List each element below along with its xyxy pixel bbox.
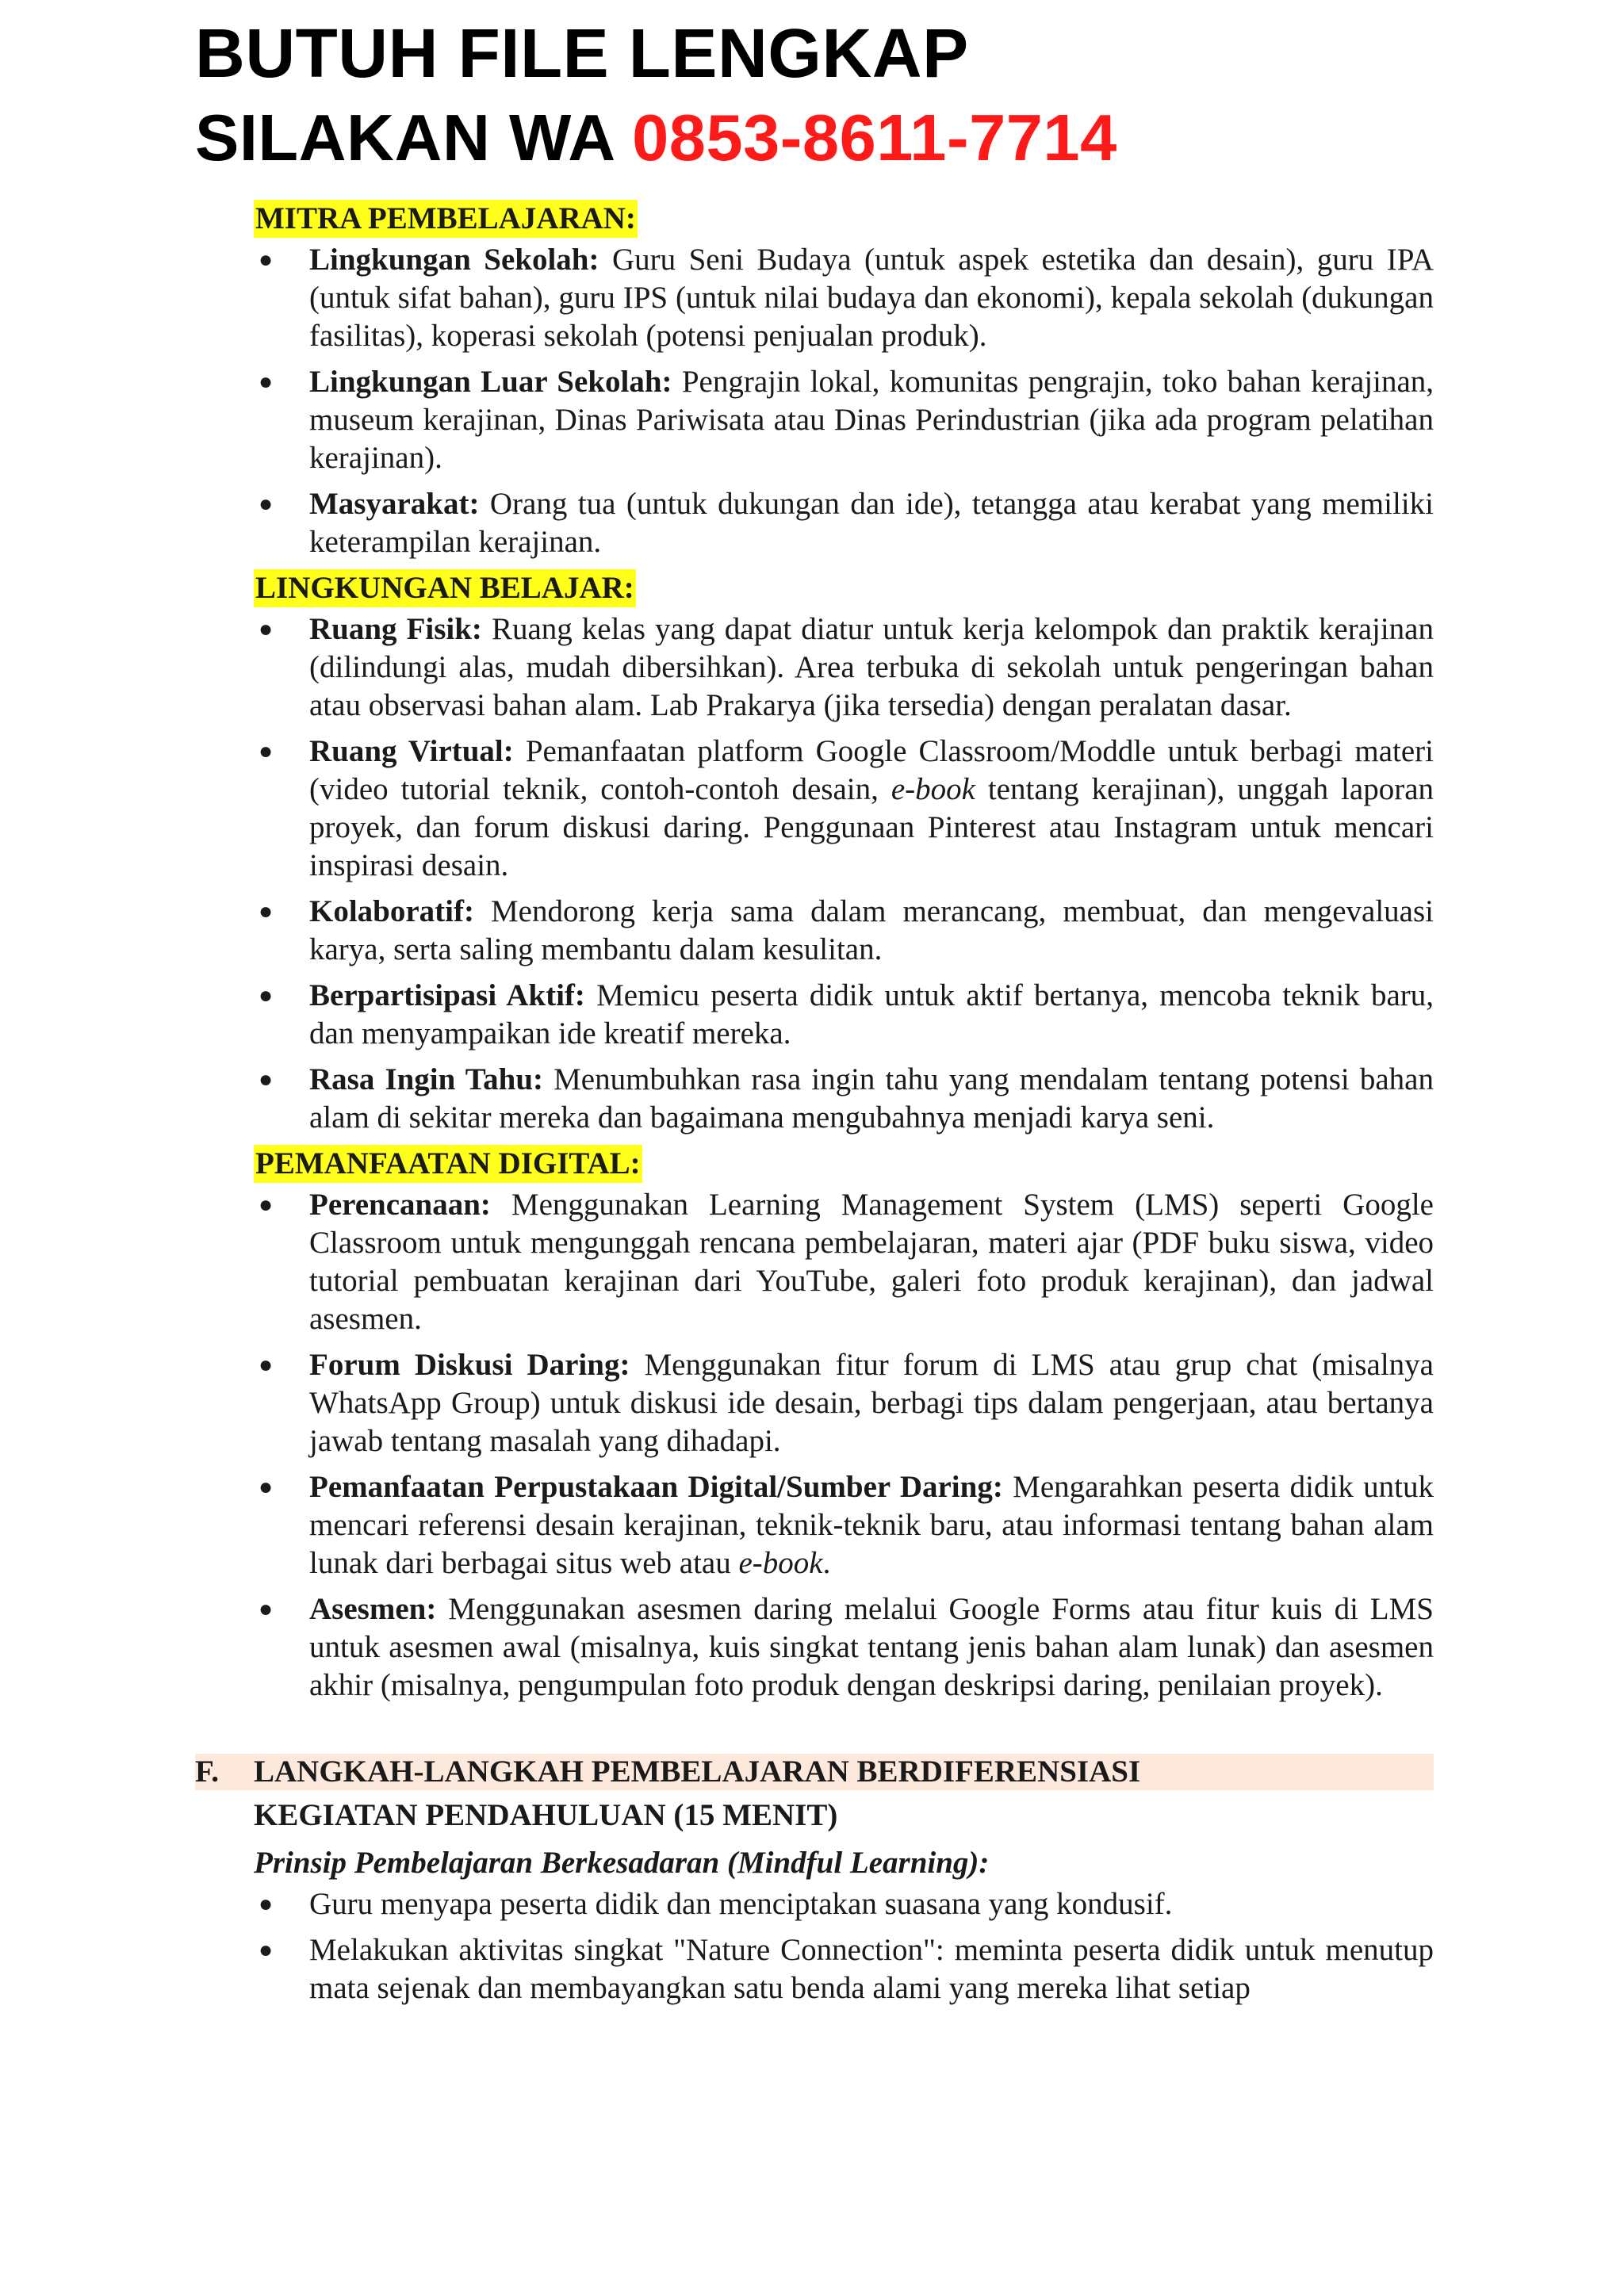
bullet-icon: ● — [259, 1192, 274, 1218]
list-item — [195, 1590, 1434, 1705]
banner-line-1: BUTUH FILE LENGKAP — [195, 15, 969, 92]
item-text: Guru menyapa peserta didik dan menciptakan suasana yang kondusif. — [309, 1887, 1173, 1921]
list-mitra — [195, 241, 1434, 561]
section-f-letter: F. — [195, 1755, 219, 1789]
section-mitra — [195, 200, 1434, 561]
principle-heading: Prinsip Pembelajaran Berkesadaran (Mindful Learning): — [254, 1846, 990, 1880]
item-text: Orang tua (untuk dukungan dan ide), tetangga atau kerabat yang memiliki keterampilan kerajinan. — [309, 487, 1434, 559]
item-label: Rasa Ingin Tahu: — [309, 1062, 544, 1096]
bullet-icon: ● — [259, 738, 274, 764]
section-f-heading — [195, 1754, 1434, 1790]
item-text: Pengrajin lokal, komunitas pengrajin, toko bahan kerajinan, museum kerajinan, Dinas Pariwisata atau Dinas Perindustrian (jika ada program pelatihan kerajinan). — [309, 365, 1434, 475]
promo-banner — [195, 11, 1117, 179]
section-f-title: LANGKAH-LANGKAH PEMBELAJARAN BERDIFERENSIASI — [254, 1755, 1141, 1789]
banner-line-2-prefix: SILAKAN WA — [195, 101, 633, 174]
item-label: Asesmen: — [309, 1592, 437, 1626]
section-lingkungan — [195, 569, 1434, 1137]
bullet-icon: ● — [259, 1596, 274, 1622]
list-item — [195, 733, 1434, 885]
list-item — [195, 977, 1434, 1053]
list-item — [195, 1061, 1434, 1137]
item-label: Pemanfaatan Perpustakaan Digital/Sumber Daring: — [309, 1470, 1003, 1504]
item-label: Ruang Fisik: — [309, 612, 482, 646]
item-text: Menggunakan Learning Management System (LMS) seperti Google Classroom untuk mengunggah rencana pembelajaran, materi ajar (PDF buku siswa, video tutorial pembuatan kerajinan dari YouTube, galeri foto produk kerajinan), dan jadwal asesmen. — [309, 1188, 1434, 1336]
list-lingkungan — [195, 610, 1434, 1137]
list-item — [195, 1186, 1434, 1338]
item-text: Pemanfaatan platform Google Classroom/Moddle untuk berbagi materi (video tutorial teknik, contoh-contoh desain, — [309, 734, 1434, 806]
list-item — [195, 485, 1434, 561]
item-text: Mengarahkan peserta didik untuk mencari referensi desain kerajinan, teknik-teknik baru, atau informasi tentang bahan alam lunak dari berbagai situs web atau — [309, 1470, 1434, 1580]
list-item — [195, 610, 1434, 725]
item-italic: e-book — [738, 1546, 823, 1580]
list-item — [195, 241, 1434, 355]
bullet-icon: ● — [259, 369, 274, 395]
item-label: Lingkungan Luar Sekolah: — [309, 365, 672, 399]
bullet-icon: ● — [259, 616, 274, 642]
list-item — [195, 363, 1434, 477]
bullet-icon: ● — [259, 1352, 274, 1378]
item-text: Melakukan aktivitas singkat "Nature Connection": meminta peserta didik untuk menutup mata sejenak dan membayangkan satu benda alami yang mereka lihat setiap — [309, 1933, 1434, 2005]
item-text: Ruang kelas yang dapat diatur untuk kerja kelompok dan praktik kerajinan (dilindungi alas, mudah dibersihkan). Area terbuka di sekolah untuk pengeringan bahan atau observasi bahan alam. Lab Prakarya (jika tersedia) dengan peralatan dasar. — [309, 612, 1434, 722]
document-content — [195, 200, 1434, 2015]
item-text: tentang kerajinan), unggah laporan proyek, dan forum diskusi daring. Penggunaan Pinterest atau Instagram untuk mencari inspirasi desain. — [309, 772, 1434, 882]
item-label: Masyarakat: — [309, 487, 480, 521]
bullet-icon: ● — [259, 898, 274, 924]
item-text: Menggunakan fitur forum di LMS atau grup chat (misalnya WhatsApp Group) untuk diskusi ide desain, berbagi tips dalam pengerjaan, atau bertanya jawab tentang masalah yang dihadapi. — [309, 1348, 1434, 1458]
list-digital — [195, 1186, 1434, 1705]
item-label: Berpartisipasi Aktif: — [309, 978, 585, 1012]
list-item — [195, 1346, 1434, 1460]
bullet-icon: ● — [259, 247, 274, 273]
list-item — [195, 1931, 1434, 2007]
heading-mitra: MITRA PEMBELAJARAN: — [254, 200, 638, 238]
heading-digital: PEMANFAATAN DIGITAL: — [254, 1145, 642, 1183]
item-label: Lingkungan Sekolah: — [309, 243, 599, 277]
item-label: Forum Diskusi Daring: — [309, 1348, 630, 1382]
bullet-icon: ● — [259, 1066, 274, 1093]
section-digital — [195, 1145, 1434, 1705]
item-italic: e-book — [891, 772, 975, 806]
list-item — [195, 893, 1434, 969]
banner-phone-number: 0853-8611-7714 — [632, 101, 1117, 174]
item-text: Menumbuhkan rasa ingin tahu yang mendalam tentang potensi bahan alam di sekitar mereka dan bagaimana mengubahnya menjadi karya seni. — [309, 1062, 1434, 1135]
heading-lingkungan: LINGKUNGAN BELAJAR: — [254, 569, 636, 607]
bullet-icon: ● — [259, 982, 274, 1008]
item-label: Kolaboratif: — [309, 894, 474, 928]
bullet-icon: ● — [259, 1891, 274, 1917]
item-label: Perencanaan: — [309, 1188, 491, 1222]
bullet-icon: ● — [259, 491, 274, 517]
item-text: Guru Seni Budaya (untuk aspek estetika dan desain), guru IPA (untuk sifat bahan), guru IPS (untuk nilai budaya dan ekonomi), kepala sekolah (dukungan fasilitas), koperasi sekolah (potensi penjualan produk). — [309, 243, 1434, 353]
bullet-icon: ● — [259, 1474, 274, 1500]
item-text: Mendorong kerja sama dalam merancang, membuat, dan mengevaluasi karya, serta saling membantu dalam kesulitan. — [309, 894, 1434, 966]
bullet-icon: ● — [259, 1937, 274, 1963]
list-item — [195, 1468, 1434, 1582]
list-pendahuluan — [195, 1885, 1434, 2007]
subheading-pendahuluan: KEGIATAN PENDAHULUAN (15 MENIT) — [254, 1798, 838, 1832]
list-item — [195, 1885, 1434, 1923]
item-text: Memicu peserta didik untuk aktif bertanya, mencoba teknik baru, dan menyampaikan ide kreatif mereka. — [309, 978, 1434, 1050]
banner-line-2 — [195, 97, 1117, 179]
item-text: Menggunakan asesmen daring melalui Google Forms atau fitur kuis di LMS untuk asesmen awal (misalnya, kuis singkat tentang jenis bahan alam lunak) dan asesmen akhir (misalnya, pengumpulan foto produk dengan deskripsi daring, penilaian proyek). — [309, 1592, 1434, 1702]
item-text: . — [822, 1546, 831, 1580]
item-label: Ruang Virtual: — [309, 734, 514, 768]
